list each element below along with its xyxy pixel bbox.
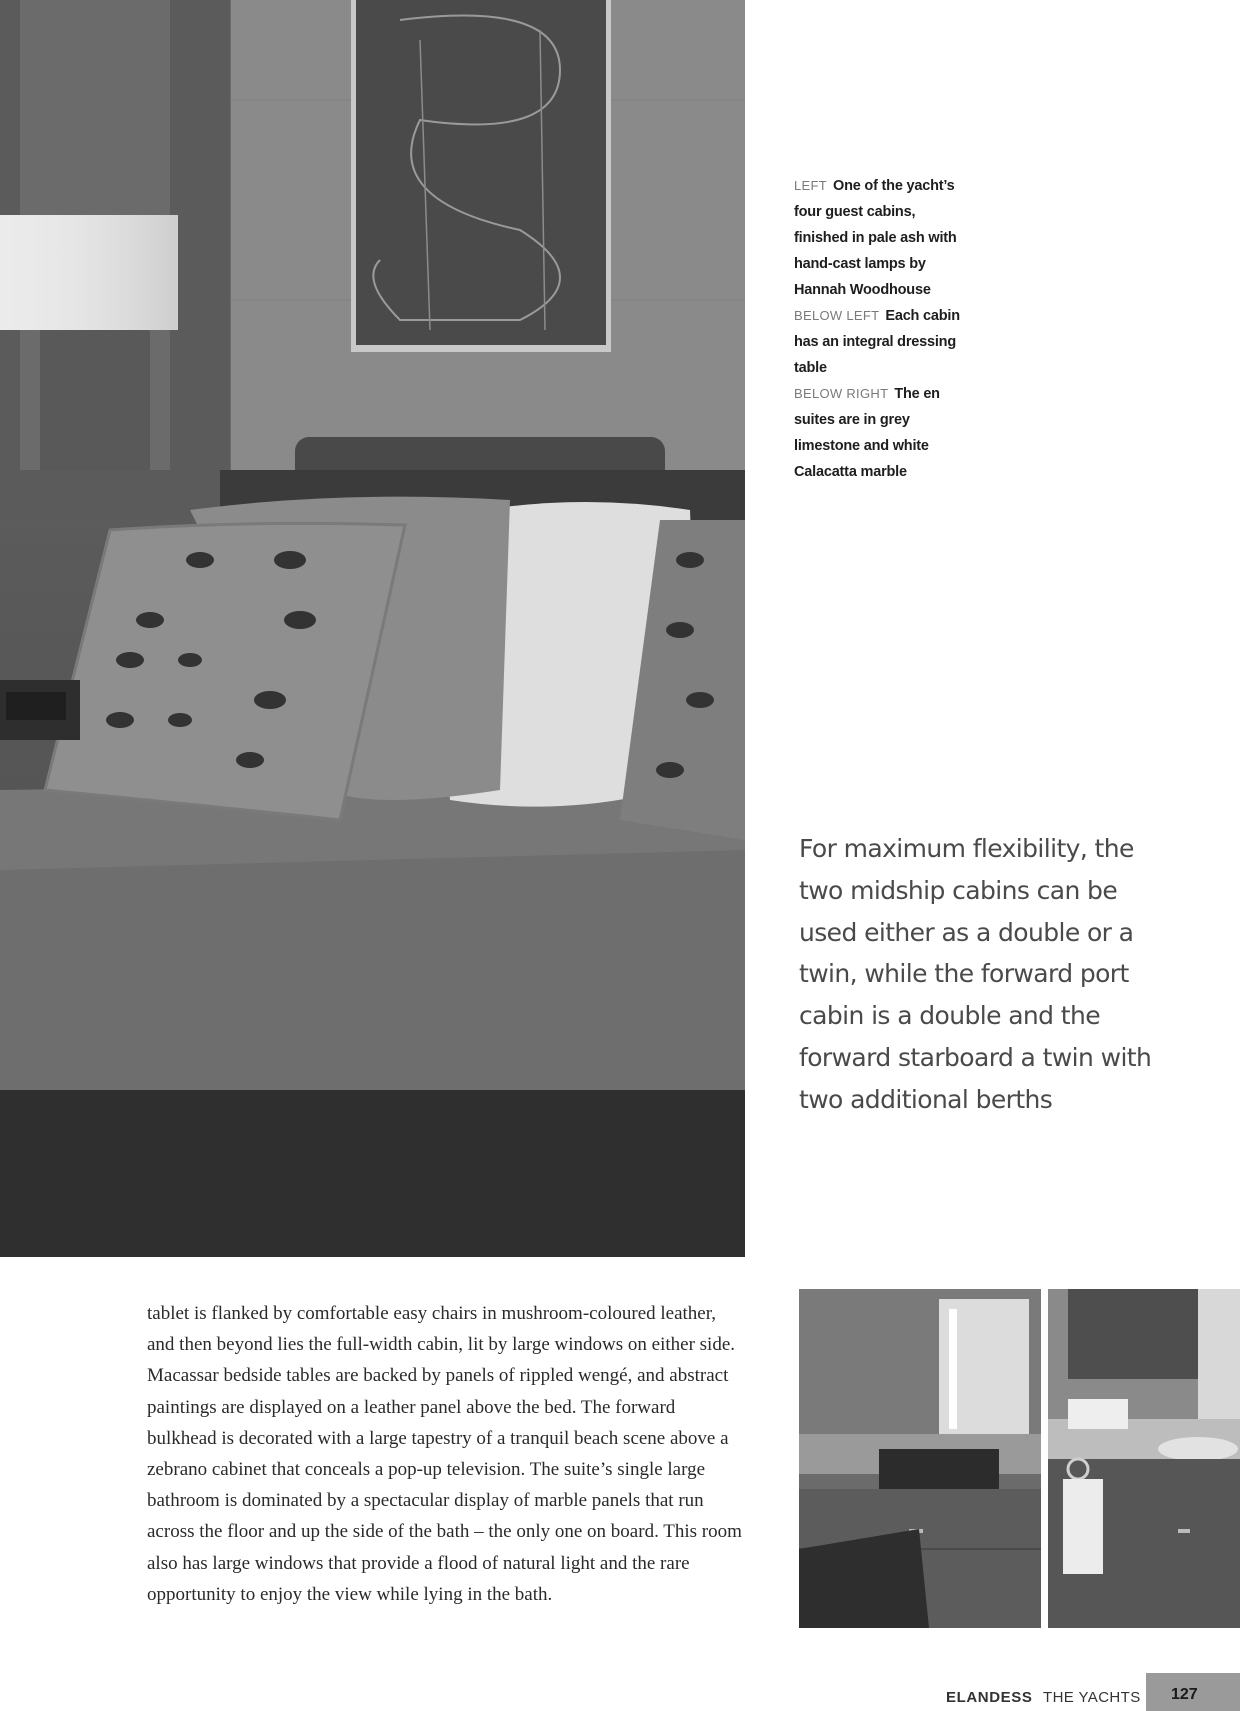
caption-text: Each cabin has an integral dressing table [794,308,960,376]
main-photo-guest-cabin [0,0,745,1257]
caption-tag: BELOW LEFT [794,308,880,323]
caption-below-right [794,381,964,485]
photo-en-suite [1048,1289,1240,1628]
caption-below-left [794,303,964,381]
body-text: tablet is flanked by comfortable easy chairs in mushroom-coloured leather, and then beyond lies the full-width cabin, lit by large windows on either side. Macassar bedside tables are backed by panels of rippled wengé, and abstract paintings are displayed on a leather panel above the bed. The forward bulkhead is decorated with a large tapestry of a tranquil beach scene above a zebrano cabinet that conceals a pop-up television. The suite’s single large bathroom is dominated by a spectacular display of marble panels that run across the floor and up the side of the bath – the only one on board. This room also has large windows that provide a flood of natural light and the rare opportunity to enjoy the view while lying in the bath. [147,1303,742,1605]
caption-text: One of the yacht’s four guest cabins, finished in pale ash with hand-cast lamps by Hannah Woodhouse [794,178,957,298]
pull-quote: For maximum flexibility, the two midship cabins can be used either as a double or a twin, while the forward port cabin is a double and the forward starboard a twin with two additional berths [799,834,1152,1114]
caption-tag: LEFT [794,178,827,193]
footer-brand: ELANDESS [946,1689,1033,1706]
page-number: 127 [1171,1686,1198,1703]
caption-left [794,173,964,303]
caption-text: The en suites are in grey limestone and white Calacatta marble [794,386,940,480]
footer-section: THE YACHTS [1043,1689,1141,1706]
photo-caption [794,173,964,485]
photo-dressing-table [799,1289,1041,1628]
caption-tag: BELOW RIGHT [794,386,889,401]
